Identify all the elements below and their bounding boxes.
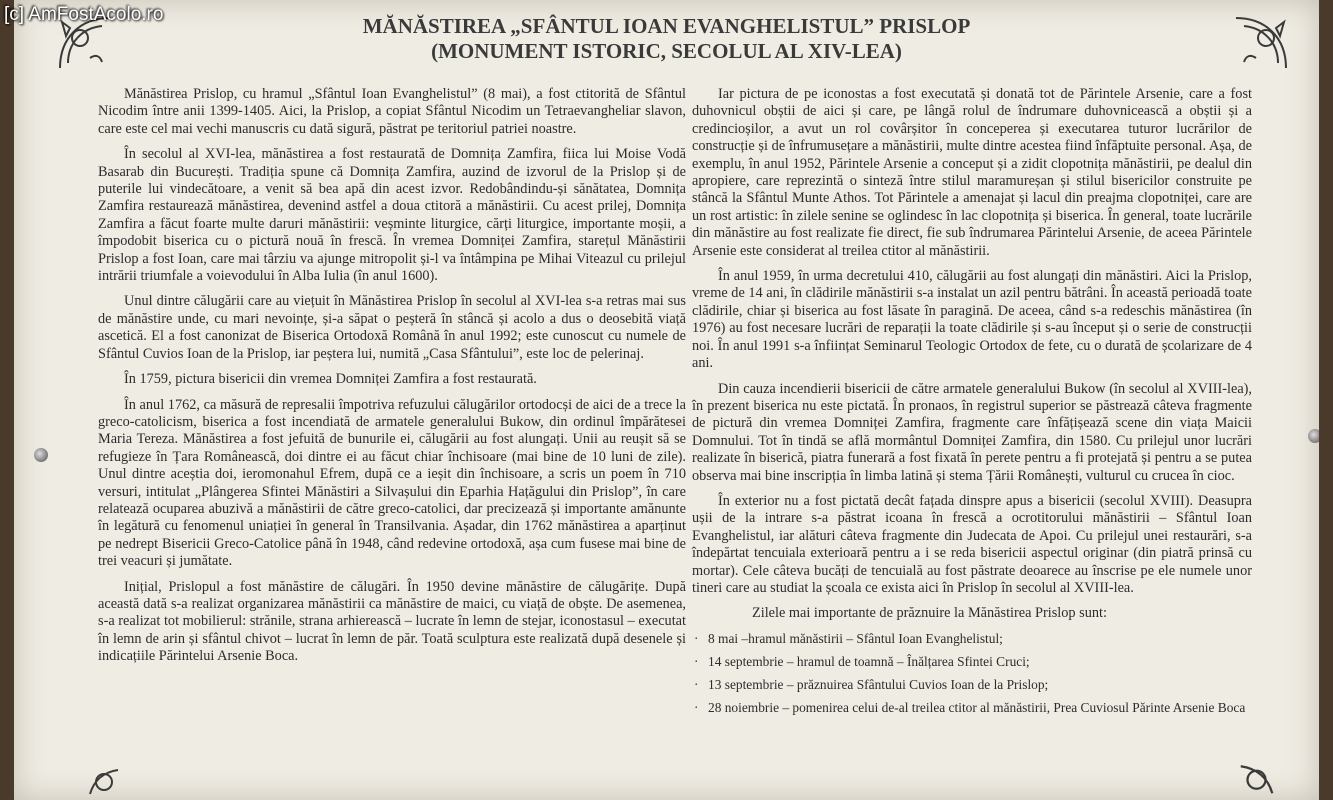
page-title: [14, 14, 1319, 64]
paragraph: În anul 1959, în urma decretului 410, călugării au fost alungați din mănăstiri. Aici la Prislop, vreme de 14 ani, în clădirile mănăstirii s-a instalat un azil pentru bătrâni. În această perioadă toate clădirile, chiar și biserica au fost lăsate în paragină. De aceea, când s-a redeschis mănăstirea (în 1976) au fost necesare lucrări de reparații la toate clădirile și s-au început și o serie de construcții noi. În anul 1991 s-a înființat Seminarul Teologic Ortodox de fete, cu o durată de școlarizare de 4 ani.: [692, 268, 1252, 372]
title-line-1: MĂNĂSTIREA „SFÂNTUL IOAN EVANGHELISTUL” PRISLOP: [362, 14, 971, 38]
paragraph: Unul dintre călugării care au viețuit în Mănăstirea Prislop în secolul al XVI-lea s-a retras mai sus de mănăstire unde, cu mari nevoințe, și-a săpat o peșteră în stâncă și acolo a dus o deosebită viață ascetică. El a fost canonizat de Biserica Ortodoxă Română în anul 1992; este cunoscut cu numele de Sfântul Cuvios Ioan de la Prislop, iar peștera lui, numită „Casa Sfântului”, este loc de pelerinaj.: [98, 293, 686, 362]
paragraph: În anul 1762, ca măsură de represalii împotriva refuzului călugărilor ortodocși de aici de a trece la greco-catolicism, biserica a fost incendiată de armatele generalului Bukow, din ordinul împărătesei Maria Tereza. Mănăstirea a fost jefuită de bunurile ei, călugării au fost alungați. Unii au reușit să se refugieze în Țara Românească, doi dintre ei au făcut chiar închisoare (mai bine de 10 luni de zile). Unul dintre aceștia doi, ieromonahul Efrem, după ce a ieșit din închisoare, a scris un poem în 710 versuri, intitulat „Plângerea Sfintei Mănăstiri a Silvașului din Eparhia Hațăgului din Prislop”, în care relatează ocuparea abuzivă a mănăstirii de către greco-catolici, dar precizează și importante amănunte în legătură cu fenomenul uniației în general în Transilvania. Așadar, din 1762 mănăstirea a aparținut pe nedrept Bisericii Greco-Catolice până în 1948, când redevine ortodoxă, așa cum fusese mai bine de trei veacuri și jumătate.: [98, 396, 686, 570]
right-column: [692, 86, 1252, 723]
paragraph: Inițial, Prislopul a fost mănăstire de călugări. În 1950 devine mănăstire de călugărițe. După această dată s-a realizat organizarea mănăstirii ca mănăstire de maici, cu viață de obște. De asemenea, s-a realizat tot mobilierul: strănile, strana arhierească – lucrate în lemn de stejar, iconostasul – executat în lemn de arin și sfântul chivot – lucrat în lemn de păr. Toată sculptura este realizată după desenele și indicațiile Părintelui Arsenie Boca.: [98, 578, 686, 665]
left-column: [98, 86, 686, 674]
paragraph: În secolul al XVI-lea, mănăstirea a fost restaurată de Domnița Zamfira, fiica lui Moise Vodă Basarab din București. Tradiția spune că Domnița Zamfira, auzind de izvorul de la Prislop și de puterile lui vindecătoare, a venit să bea apă din acest izvor. Redobândindu-și sănătatea, Domnița Zamfira restaurează mănăstirea, devenind astfel a doua ctitoră a mănăstirii. Cu acest prilej, Domnița Zamfira a făcut foarte multe daruri mănăstirii: veșminte liturgice, cărți liturgice, importante moșii, a împodobit biserica cu o pictură nouă în frescă. În vremea Domniței Zamfira, starețul Mănăstirii Prislop a fost Ioan, care mai târziu va ajunge mitropolit și-l va întâmpina pe Mihai Viteazul cu prilejul intrării triumfale a voievodului în Alba Iulia (în anul 1600).: [98, 146, 686, 285]
list-item: · 8 mai –hramul mănăstirii – Sfântul Ioan Evanghelistul;: [692, 631, 1252, 647]
screw-icon: [1308, 429, 1319, 443]
title-line-2: (MONUMENT ISTORIC, SECOLUL AL XIV-LEA): [431, 39, 902, 63]
paragraph: În exterior nu a fost pictată decât fațada dinspre apus a bisericii (secolul XVIII). Deasupra ușii de la intrare s-a păstrat icoana în frescă a ocrotitorului mănăstirii – Sfântul Ioan Evanghelistul, iar alături câteva fragmente din Judecata de Apoi. Cu prilejul unei restaurări, s-a îndepărtat tencuiala exterioară pentru a i se reda bisericii aspectul originar (din piatră prinsă cu mortar). Cele câteva bucăți de tencuială au fost păstrate deoarece au înscrise pe ele numele unor tineri care au studiat la școala ce exista aici în Prislop în secolul al XVIII-lea.: [692, 492, 1252, 596]
ornament-bottom-left-icon: [84, 760, 124, 800]
feasts-heading: Zilele mai importante de prăznuire la Mănăstirea Prislop sunt:: [752, 605, 1107, 622]
list-item: · 13 septembrie – prăznuirea Sfântului Cuvios Ioan de la Prislop;: [692, 677, 1252, 693]
feasts-list: [692, 631, 1252, 716]
paragraph: Din cauza incendierii bisericii de către armatele generalului Bukow (în secolul al XVIII-lea), în prezent biserica nu este pictată. În pronaos, în registrul superior se păstrează câteva fragmente de pictură din vremea Domniței Zamfira, fragmente care înfățișează scene din viața Maicii Domnului. Tot în tindă se află mormântul Domniței Zamfira, din 1580. Cu prilejul unor lucrări realizate în biserică, piatra funerară a fost fixată în perete pentru a fi protejată și pentru a se putea observa mai bine inscripția în limba latină și stema Țării Românești, vulturul cu crucea în cioc.: [692, 380, 1252, 484]
paragraph: În 1759, pictura bisericii din vremea Domniței Zamfira a fost restaurată.: [124, 371, 537, 388]
signboard: [14, 0, 1319, 800]
list-item: · 14 septembrie – hramul de toamnă – Înălțarea Sfintei Cruci;: [692, 654, 1252, 670]
list-item: · 28 noiembrie – pomenirea celui de-al treilea ctitor al mănăstirii, Prea Cuviosul Părinte Arsenie Boca: [692, 700, 1252, 716]
screw-icon: [34, 448, 48, 462]
paragraph: Mănăstirea Prislop, cu hramul „Sfântul Ioan Evanghelistul” (8 mai), a fost ctitorită de Sfântul Nicodim între anii 1399-1405. Aici, la Prislop, a copiat Sfântul Nicodim un Tetraevangheliar slavon, care este cel mai vechi manuscris cu dată sigură, păstrat pe teritoriul patriei noastre.: [98, 86, 686, 137]
ornament-bottom-right-icon: [1234, 755, 1279, 800]
paragraph: Iar pictura de pe iconostas a fost executată și donată tot de Părintele Arsenie, care a fost duhovnicul obștii de aici și care, pe lângă rolul de îndrumare duhovnicească a obștii și a credincioșilor, a avut un rol covârșitor în conceperea și executarea tuturor lucrărilor de construcție și de înfrumusețare a mănăstirii, multe dintre acestea fiind înfăptuite personal. Așa, de exemplu, în anul 1952, Părintele Arsenie a conceput și a zidit clopotnița mănăstirii, pe dealul din apropiere, care reprezintă o sinteză între stilul maramureșan și stilul bisericilor construite pe stâncă la Sfântul Munte Athos. Tot Părintele a amenajat și lacul din preajma clopotniței, care are un rost artistic: în zilele senine se oglindesc în lac clopotnița și biserica. În general, toate lucrările din mănăstire au fost realizate fie direct, fie sub îndrumarea Părintelui Arsenie, de aceea Părintele Arsenie este considerat al treilea ctitor al mănăstirii.: [692, 86, 1252, 259]
watermark: [c] AmFostAcolo.ro: [4, 4, 164, 25]
